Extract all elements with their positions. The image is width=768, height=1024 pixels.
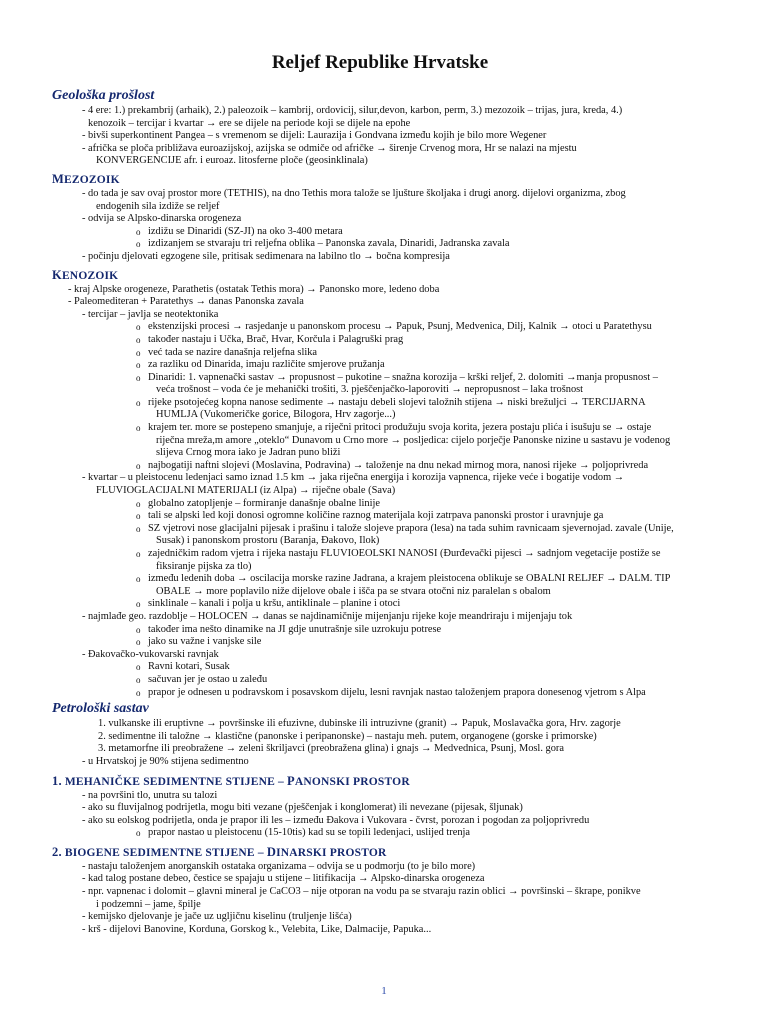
text-line: o između ledenih doba → oscilacija morske razine Jadrana, a krajem pleistocena oblikuje se OBALNI RELJEF → DALM. TIP	[52, 573, 708, 586]
text-line: o također ima nešto dinamike na JI gdje unutrašnje sile uzrokuju potrese	[52, 624, 708, 637]
section-heading-geoloska-proslost: Geološka prošlost	[52, 88, 155, 103]
text-line: o za razliku od Dinarida, imaju različite smjerove pružanja	[52, 359, 708, 372]
section-heading-mezozoik: MEZOZOIK	[52, 171, 120, 186]
text-line: 1. vulkanske ili eruptivne → površinske ili efuzivne, dubinske ili intruzivne (granit) → Papuk, Moslavačka gora, Hrv. zagorje	[98, 718, 621, 730]
text-line: o ekstenzijski procesi → rasjedanje u panonskom procesu → Papuk, Psunj, Medvenica, Dilj, Kalnik → otoci u Paratethysu	[52, 321, 708, 334]
text-line: - npr. vapnenac i dolomit – glavni mineral je CaCO3 – nije otporan na vodu pa se stvaraju razin oblici → površinski – škrape, ponikve	[52, 886, 708, 899]
text-line: - Paleomediteran + Paratethys → danas Panonska zavala	[68, 296, 304, 308]
text-line: FLUVIOGLACIJALNI MATERIJALI (iz Alpa) → riječne obale (Sava)	[96, 485, 396, 497]
text-line: o izdižu se Dinaridi (SZ-JI) na oko 3-400 metara	[52, 226, 708, 239]
text-line: o prapor nastao u pleistocenu (15-10tis) kad su se topili ledenjaci, uslijed trenja	[52, 827, 708, 840]
text-line: o također nastaju i Učka, Brač, Hvar, Korčula i Palagruški prag	[52, 334, 708, 347]
text-line: - odvija se Alpsko-dinarska orogeneza	[52, 213, 708, 226]
text-line: - bivši superkontinent Pangea – s vremenom se dijeli: Laurazija i Gondvana između kojih je bilo more Wegener	[52, 130, 708, 143]
text-line: o izdizanjem se stvaraju tri reljefna oblika – Panonska zavala, Dinaridi, Jadranska zavala	[52, 238, 708, 251]
text-line: 2. sedimentne ili taložne → klastične (panonske i peripanonske) – nastaju meh. putem, organogene (gorske i primorske)	[98, 730, 597, 742]
text-line: OBALE → more poplavilo niže dijelove obale i išča pa se stvara otočni niz paralelan s obalom	[156, 585, 551, 597]
text-line: o sinklinale – kanali i polja u kršu, antiklinale – planine i otoci	[52, 598, 708, 611]
text-line: - ako su fluvijalnog podrijetla, mogu biti vezane (pješčenjak i konglomerat) ili nevezane (pijesak, šljunak)	[52, 802, 708, 815]
text-line: - tercijar – javlja se neotektonika	[52, 309, 708, 322]
text-line: - na površini tlo, unutra su talozi	[52, 790, 708, 803]
text-line: endogenih sila izdiže se reljef	[96, 200, 220, 212]
text-line: kenozoik – tercijar i kvartar → ere se dijele na periode koji se dijele na epohe	[88, 117, 411, 129]
text-line: - u Hrvatskoj je 90% stijena sedimentno	[52, 756, 708, 769]
document-title: Reljef Republike Hrvatske	[271, 52, 489, 73]
text-line: - kad talog postane debeo, čestice se spajaju u stijene – litifikacija → Alpsko-dinarska orogeneza	[52, 873, 708, 886]
text-line: - afrička se ploča približava euroazijskoj, azijska se odmiče od afričke → širenje Crvenog mora, Hr se nalazi na mjestu	[52, 143, 708, 156]
text-line: o sačuvan jer je ostao u zaleđu	[52, 674, 708, 687]
section-heading-biogene-stijene: 2. BIOGENE SEDIMENTNE STIJENE – DINARSKI PROSTOR	[52, 844, 387, 859]
text-line: - počinju djelovati egzogene sile, pritisak sedimenara na labilno tlo → bočna kompresija	[52, 251, 708, 264]
text-line: o globalno zatopljenje – formiranje današnje obalne linije	[52, 498, 708, 511]
text-line: - kraj Alpske orogeneze, Parathetis (ostatak Tethis mora) → Panonsko more, ledeno doba	[68, 283, 440, 295]
text-line: o prapor je odnesen u podravskom i posavskom dijelu, lesni ravnjak nastao taloženjem prapora donesenog vjetrom s Alpa	[52, 687, 708, 700]
text-line: - ako su eolskog podrijetla, onda je prapor ili les – između Đakova i Vukovara - čvrst, porozan i pogodan za poljoprivredu	[52, 815, 708, 828]
text-line: o tali se alpski led koji donosi ogromne količine raznog materijala koji zatrpava panonski prostor i uravnjuje ga	[52, 510, 708, 523]
text-line: o SZ vjetrovi nose glacijalni pijesak i prašinu i talože slojeve prapora (lesa) na tada suhim ravnicaam sjevernojad. zavale (Unije,	[52, 523, 708, 536]
text-line: - do tada je sav ovaj prostor more (TETHIS), na dno Tethis mora talože se ljušture školjaka i drugi anorg. dijelovi organizma, zbog	[52, 188, 708, 201]
text-line: o Ravni kotari, Susak	[52, 661, 708, 674]
text-line: o krajem ter. more se postepeno smanjuje, a riječni pritoci produžuju svoja korita, jezera postaju plića i isušuju se → ostaje	[52, 422, 708, 435]
text-line: o rijeke psotojećeg kopna nanose sedimente → nastaju debeli slojevi taložnih stijena → niski brežuljci → TERCIJARNA	[52, 397, 708, 410]
text-line: i podzemni – jame, špilje	[96, 898, 201, 910]
text-line: 3. metamorfne ili preobražene → zeleni škriljavci (preobražena glina) i gnajs → Medvednica, Psunj, Mosl. gora	[98, 743, 564, 755]
text-line: fiksiranje pijska za tlo)	[156, 560, 252, 572]
text-line: riječna mreža,m amore „oteklo“ Dunavom u Crno more → posljedica: cijelo porječje Panonske nizine u sastavu je vodenog	[156, 434, 671, 446]
text-line: - Đakovačko-vukovarski ravnjak	[52, 649, 708, 662]
text-line: KONVERGENCIJE afr. i euroaz. litosferne ploče (geosinklinala)	[96, 155, 368, 167]
text-line: - najmlađe geo. razdoblje – HOLOCEN → danas se najdinamičnije mijenjanju rijeke koje meandriraju i mijenjaju tok	[52, 611, 708, 624]
text-line: slijeva Crnog mora iako je Jadran puno bliži	[156, 447, 341, 459]
text-line: o najbogatiji naftni slojevi (Moslavina, Podravina) → taloženje na dnu nekad mirnog mora, nanosi rijeke → poljoprivreda	[52, 460, 708, 473]
text-line: o zajedničkim radom vjetra i rijeka nastaju FLUVIOEOLSKI NANOSI (Đurđevački pijesci → sadnjom vegetacije postiže se	[52, 548, 708, 561]
text-line: - kemijsko djelovanje je jače uz ugljičnu kiselinu (truljenje lišća)	[52, 911, 708, 924]
text-line: o Dinaridi: 1. vapnenački sastav → propusnost – pukotine – snažna korozija – krški reljef, 2. dolomiti →manja propusnost –	[52, 372, 708, 385]
section-heading-kenozoik: KENOZOIK	[52, 267, 119, 282]
text-line: o već tada se nazire današnja reljefna slika	[52, 347, 708, 360]
section-heading-petroloski-sastav: Petrološki sastav	[52, 701, 149, 717]
text-line: HUMLJA (Vukomeričke gorice, Bilogora, Hrv zagorje...)	[156, 409, 396, 421]
text-line: Susak) i panonskom prostoru (Baranja, Đakovo, Ilok)	[156, 535, 380, 547]
text-line: - krš - dijelovi Banovine, Korduna, Gorskog k., Velebita, Like, Dalmacije, Papuka...	[52, 924, 708, 937]
text-line: o jako su važne i vanjske sile	[52, 636, 708, 649]
text-line: - 4 ere: 1.) prekambrij (arhaik), 2.) paleozoik – kambrij, ordovicij, silur,devon, karbon, perm, 3.) mezozoik – trijas, jura, kreda, 4.)	[52, 105, 708, 118]
text-line: - kvartar – u pleistocenu ledenjaci samo iznad 1.5 km → jaka riječna energija i korozija vapnenca, rijeke veće i bogatije vodom →	[52, 472, 708, 485]
section-heading-mehanicke-stijene: 1. MEHANIČKE SEDIMENTNE STIJENE – PANONSKI PROSTOR	[52, 773, 410, 788]
page-number: 1	[381, 985, 387, 997]
text-line: - nastaju taloženjem anorganskih ostataka organizama – odvija se u podmorju (to je bilo more)	[52, 861, 708, 874]
text-line: veća trošnost – voda će je mehanički trošiti, 3. pješčenjačko-laporoviti → nepropusnost – laka trošnost	[156, 384, 584, 396]
